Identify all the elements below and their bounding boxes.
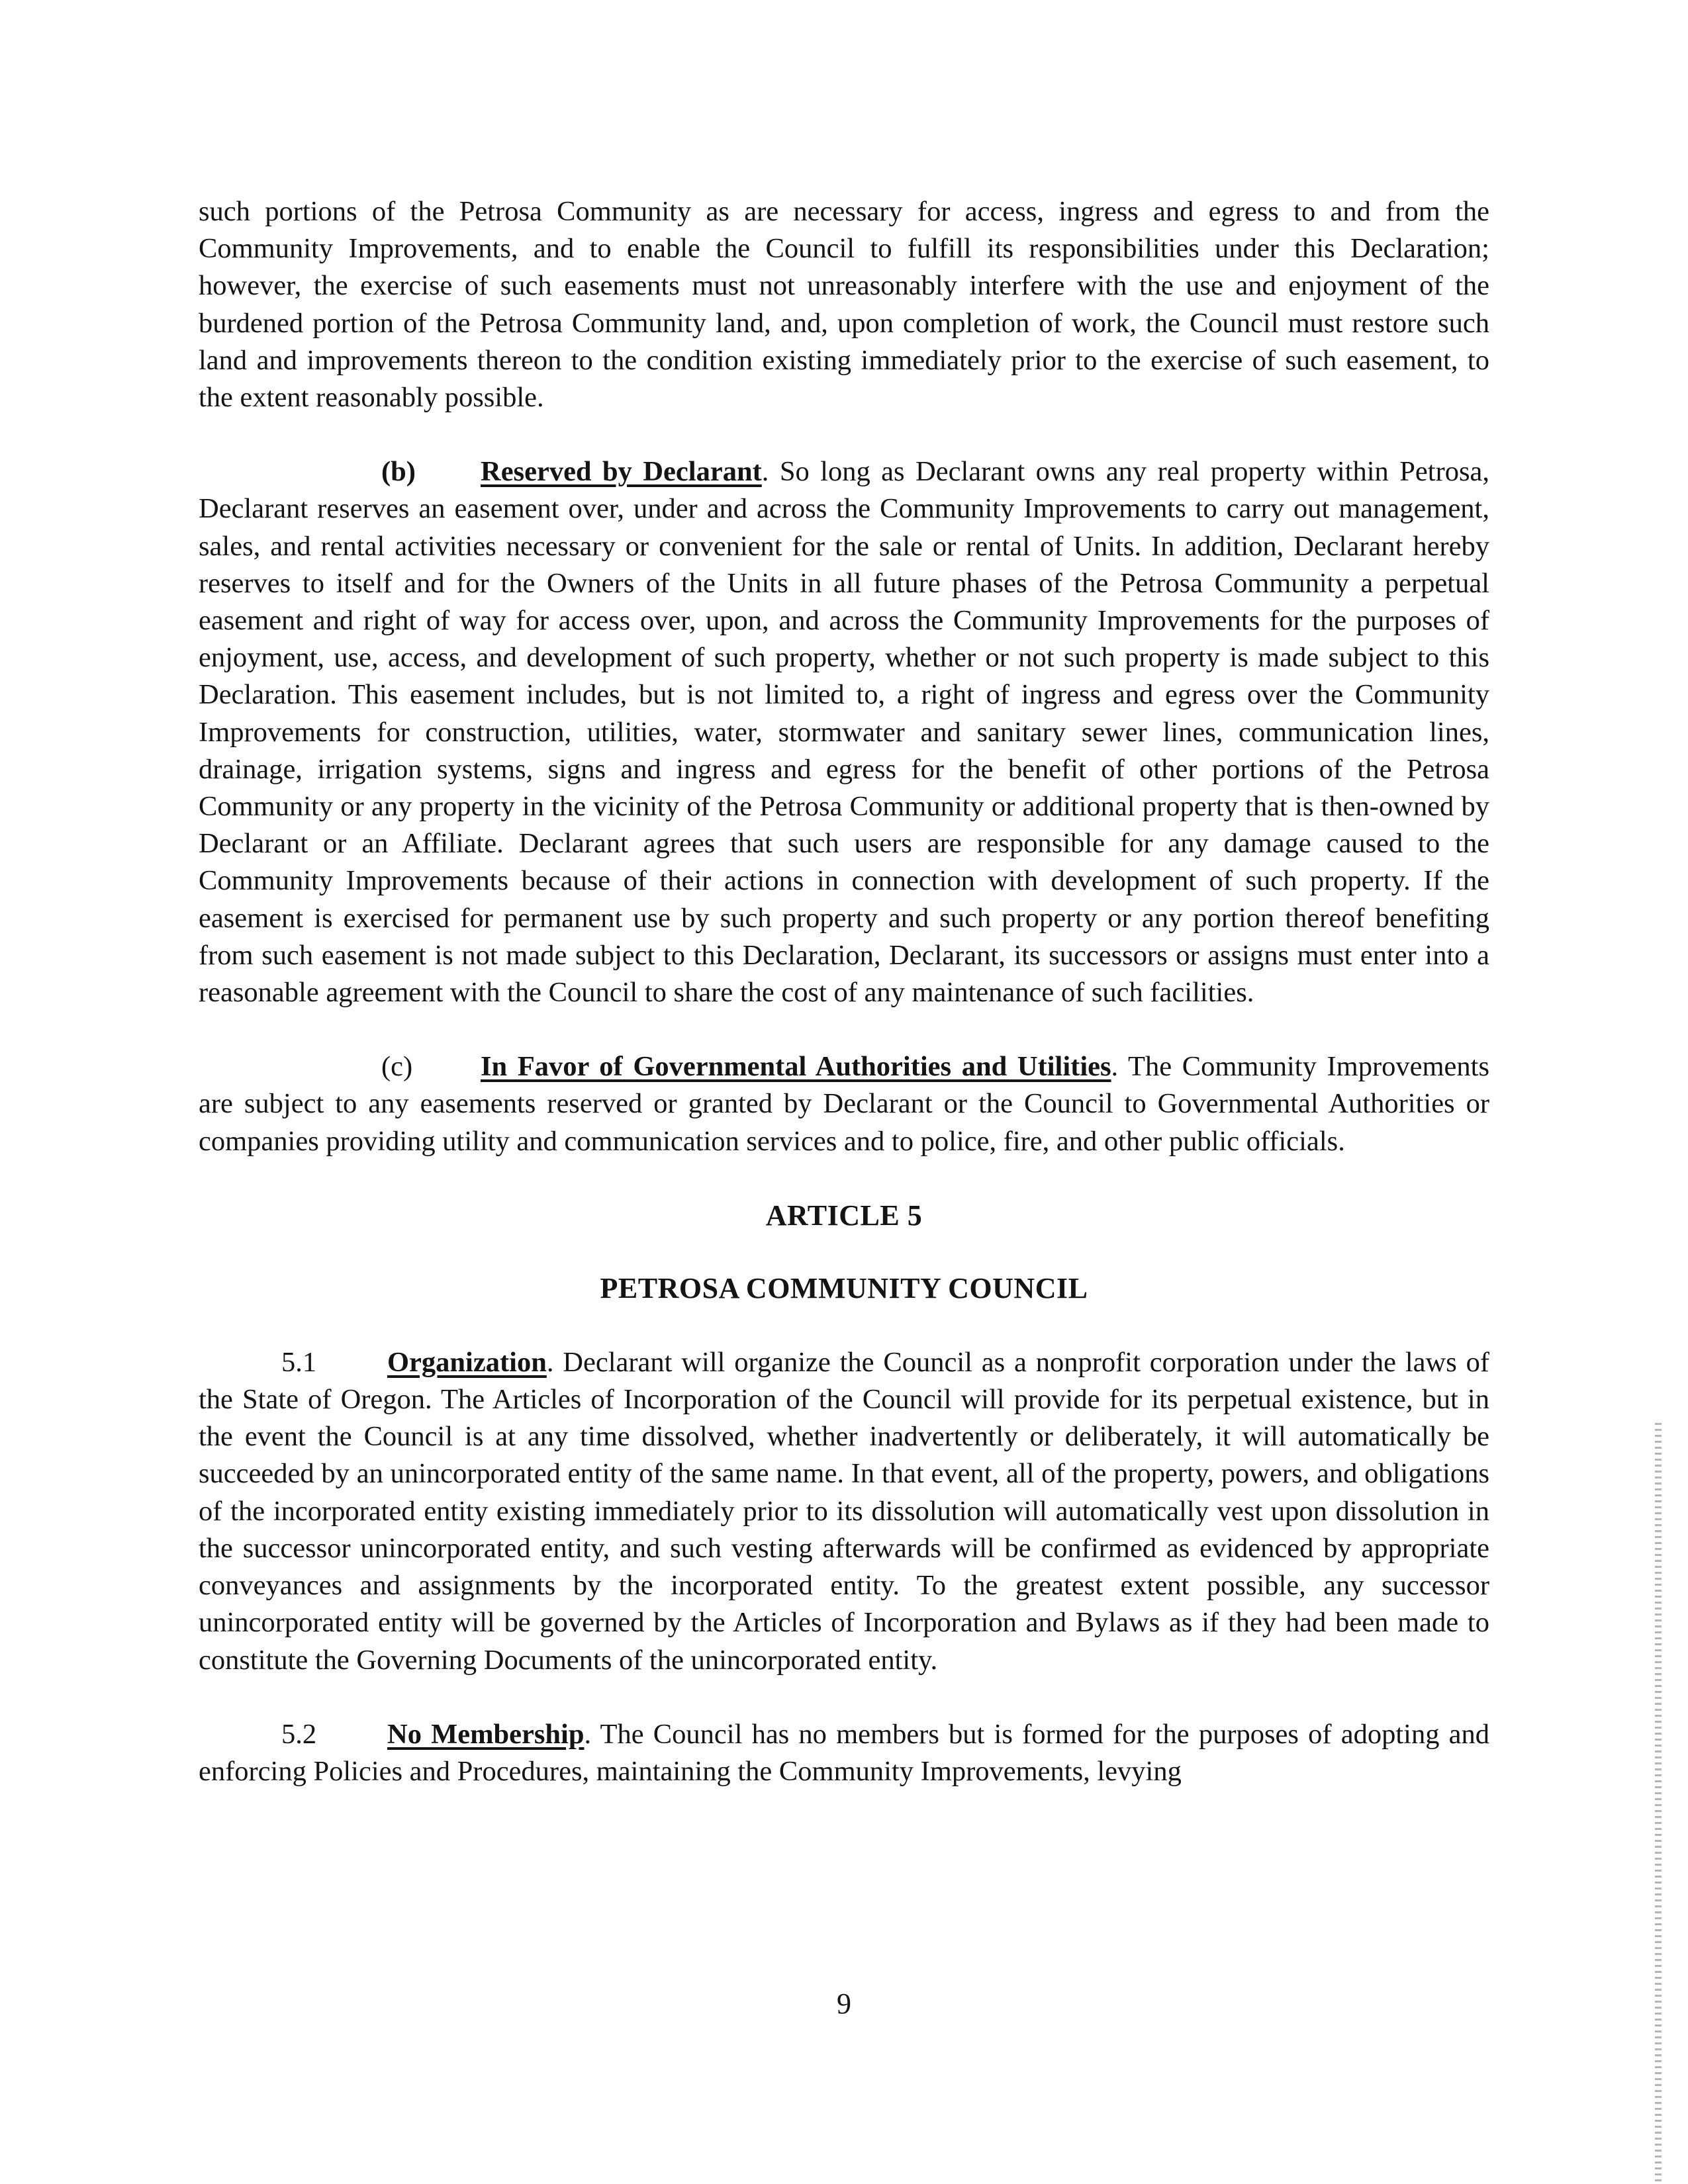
article-title: PETROSA COMMUNITY COUNCIL: [600, 1271, 1088, 1304]
document-page: [199, 193, 1489, 1827]
scan-edge-artifact: [1655, 1423, 1662, 2184]
subsection-body: . So long as Declarant owns any real property within Petrosa, Declarant reserves an easement over, under and across the Community Improvements to carry out management, sales, and rental activities necessary or convenient for the sale or rental of Units. In addition, Declarant hereby reserves to itself and for the Owners of the Units in all future phases of the Petrosa Community a perpetual easement and right of way for access over, upon, and across the Community Improvements for the purposes of enjoyment, use, access, and development of such property, whether or not such property is made subject to this Declaration. This easement includes, but is not limited to, a right of ingress and egress over the Community Improvements for construction, utilities, water, stormwater and sanitary sewer lines, communication lines, drainage, irrigation systems, signs and ingress and egress for the benefit of other portions of the Petrosa Community or any property in the vicinity of the Petrosa Community or additional property that is then-owned by Declarant or an Affiliate. Declarant agrees that such users are responsible for any damage caused to the Community Improvements because of their actions in connection with development of such property. If the easement is exercised for permanent use by such property and such property or any portion thereof benefiting from such easement is not made subject to this Declaration, Declarant, its successors or assigns must enter into a reasonable agreement with the Council to share the cost of any maintenance of such facilities.: [199, 456, 1489, 1009]
subsection-body: . The Community Improvements are subject to any easements reserved or granted by Declarant or the Council to Governmental Authorities or companies providing utility and communication services and to police, fire, and other public officials.: [199, 1051, 1489, 1157]
section-5-1: [199, 1344, 1489, 1679]
article-number: ARTICLE 5: [765, 1199, 923, 1232]
section-number: 5.2: [281, 1718, 317, 1750]
subsection-heading: Reserved by Declarant: [481, 456, 762, 488]
subsection-label: (c): [381, 1051, 413, 1083]
section-body: . The Council has no members but is formed for the purposes of adopting and enforcing Policies and Procedures, maintaining the Community Improvements, levying: [199, 1718, 1489, 1787]
section-body: . Declarant will organize the Council as a nonprofit corporation under the laws of the State of Oregon. The Articles of Incorporation of the Council will provide for its perpetual existence, but in the event the Council is at any time dissolved, whether inadvertently or deliberately, it will automatically be succeeded by an unincorporated entity of the same name. In that event, all of the property, powers, and obligations of the incorporated entity existing immediately prior to its dissolution will automatically vest upon dissolution in the successor unincorporated entity, and such vesting afterwards will be confirmed as evidenced by appropriate conveyances and assignments by the incorporated entity. To the greatest extent possible, any successor unincorporated entity will be governed by the Articles of Incorporation and Bylaws as if they had been made to constitute the Governing Documents of the unincorporated entity.: [199, 1346, 1489, 1676]
section-number: 5.1: [281, 1346, 317, 1378]
subsection-c: [199, 1048, 1489, 1160]
page-number: 9: [837, 1987, 851, 2020]
subsection-heading: In Favor of Governmental Authorities and Utilities: [481, 1051, 1111, 1083]
section-heading: No Membership: [387, 1718, 585, 1750]
subsection-b: [199, 453, 1489, 1011]
section-5-2: [199, 1716, 1489, 1790]
intro-paragraph: such portions of the Petrosa Community as are necessary for access, ingress and egress to and from the Community Improvements, and to enable the Council to fulfill its responsibilities under this Declaration; however, the exercise of such easements must not unreasonably interfere with the use and enjoyment of the burdened portion of the Petrosa Community land, and, upon completion of work, the Council must restore such land and improvements thereon to the condition existing immediately prior to the exercise of such easement, to the extent reasonably possible.: [199, 196, 1489, 414]
section-heading: Organization: [387, 1346, 547, 1378]
subsection-label: (b): [381, 456, 416, 488]
